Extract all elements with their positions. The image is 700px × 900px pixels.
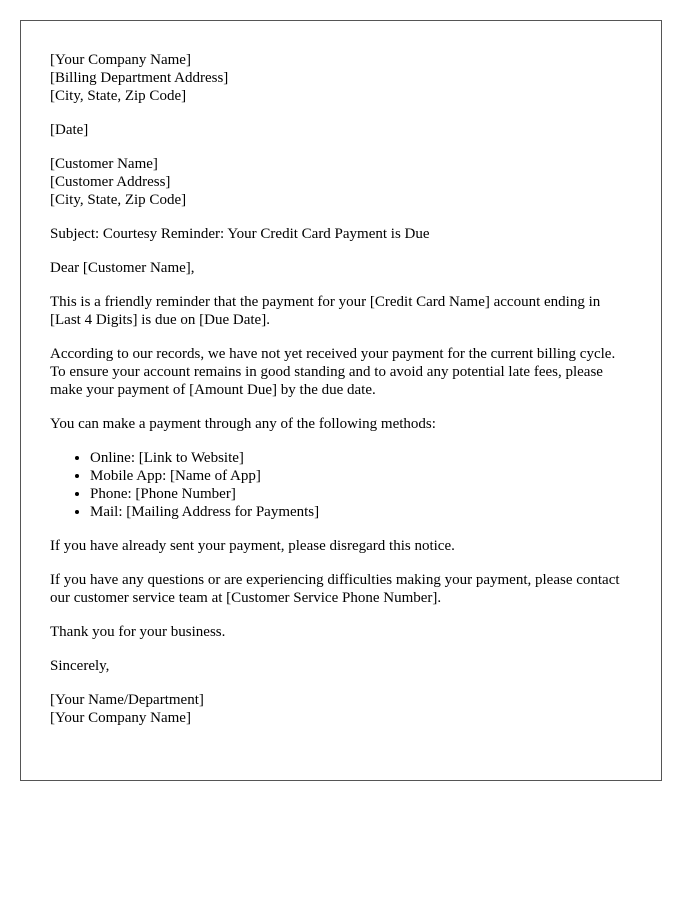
- recipient-name: [Customer Name]: [50, 156, 158, 172]
- records-paragraph: According to our records, we have not yet received your payment for the current billing cycle. To ensure your account remains in good standing and to avoid any potential late fees, please make your payment of [Amount Due] by the due date.: [50, 346, 616, 398]
- signature-name-department: [Your Name/Department]: [50, 692, 204, 708]
- payment-method-online: • Online: [Link to Website]: [90, 449, 633, 467]
- disregard-paragraph: If you have already sent your payment, please disregard this notice.: [50, 538, 455, 554]
- closing: Sincerely,: [50, 658, 110, 674]
- letter-page: [20, 20, 662, 781]
- letter-date: [Date]: [50, 122, 89, 138]
- reminder-paragraph: This is a friendly reminder that the payment for your [Credit Card Name] account ending in [Last 4 Digits] is due on [Due Date].: [50, 294, 601, 328]
- payment-methods-intro: You can make a payment through any of the following methods:: [50, 416, 436, 432]
- questions-paragraph: If you have any questions or are experiencing difficulties making your payment, please contact our customer service team at [Customer Service Phone Number].: [50, 572, 620, 606]
- subject-line: Subject: Courtesy Reminder: Your Credit Card Payment is Due: [50, 226, 430, 242]
- payment-method-mobile-app: • Mobile App: [Name of App]: [90, 467, 633, 485]
- sender-address-block: [50, 51, 633, 105]
- sender-city-state-zip: [City, State, Zip Code]: [50, 88, 187, 104]
- recipient-city-state-zip: [City, State, Zip Code]: [50, 192, 187, 208]
- payment-methods-list: [50, 449, 633, 521]
- payment-method-phone: • Phone: [Phone Number]: [90, 485, 633, 503]
- sender-company-name: [Your Company Name]: [50, 52, 191, 68]
- recipient-address-block: [50, 155, 633, 209]
- sender-address: [Billing Department Address]: [50, 70, 229, 86]
- signature-company-name: [Your Company Name]: [50, 710, 191, 726]
- salutation: Dear [Customer Name],: [50, 260, 195, 276]
- thanks-paragraph: Thank you for your business.: [50, 624, 226, 640]
- payment-method-mail: • Mail: [Mailing Address for Payments]: [90, 503, 633, 521]
- signature-block: [50, 691, 633, 727]
- recipient-address: [Customer Address]: [50, 174, 171, 190]
